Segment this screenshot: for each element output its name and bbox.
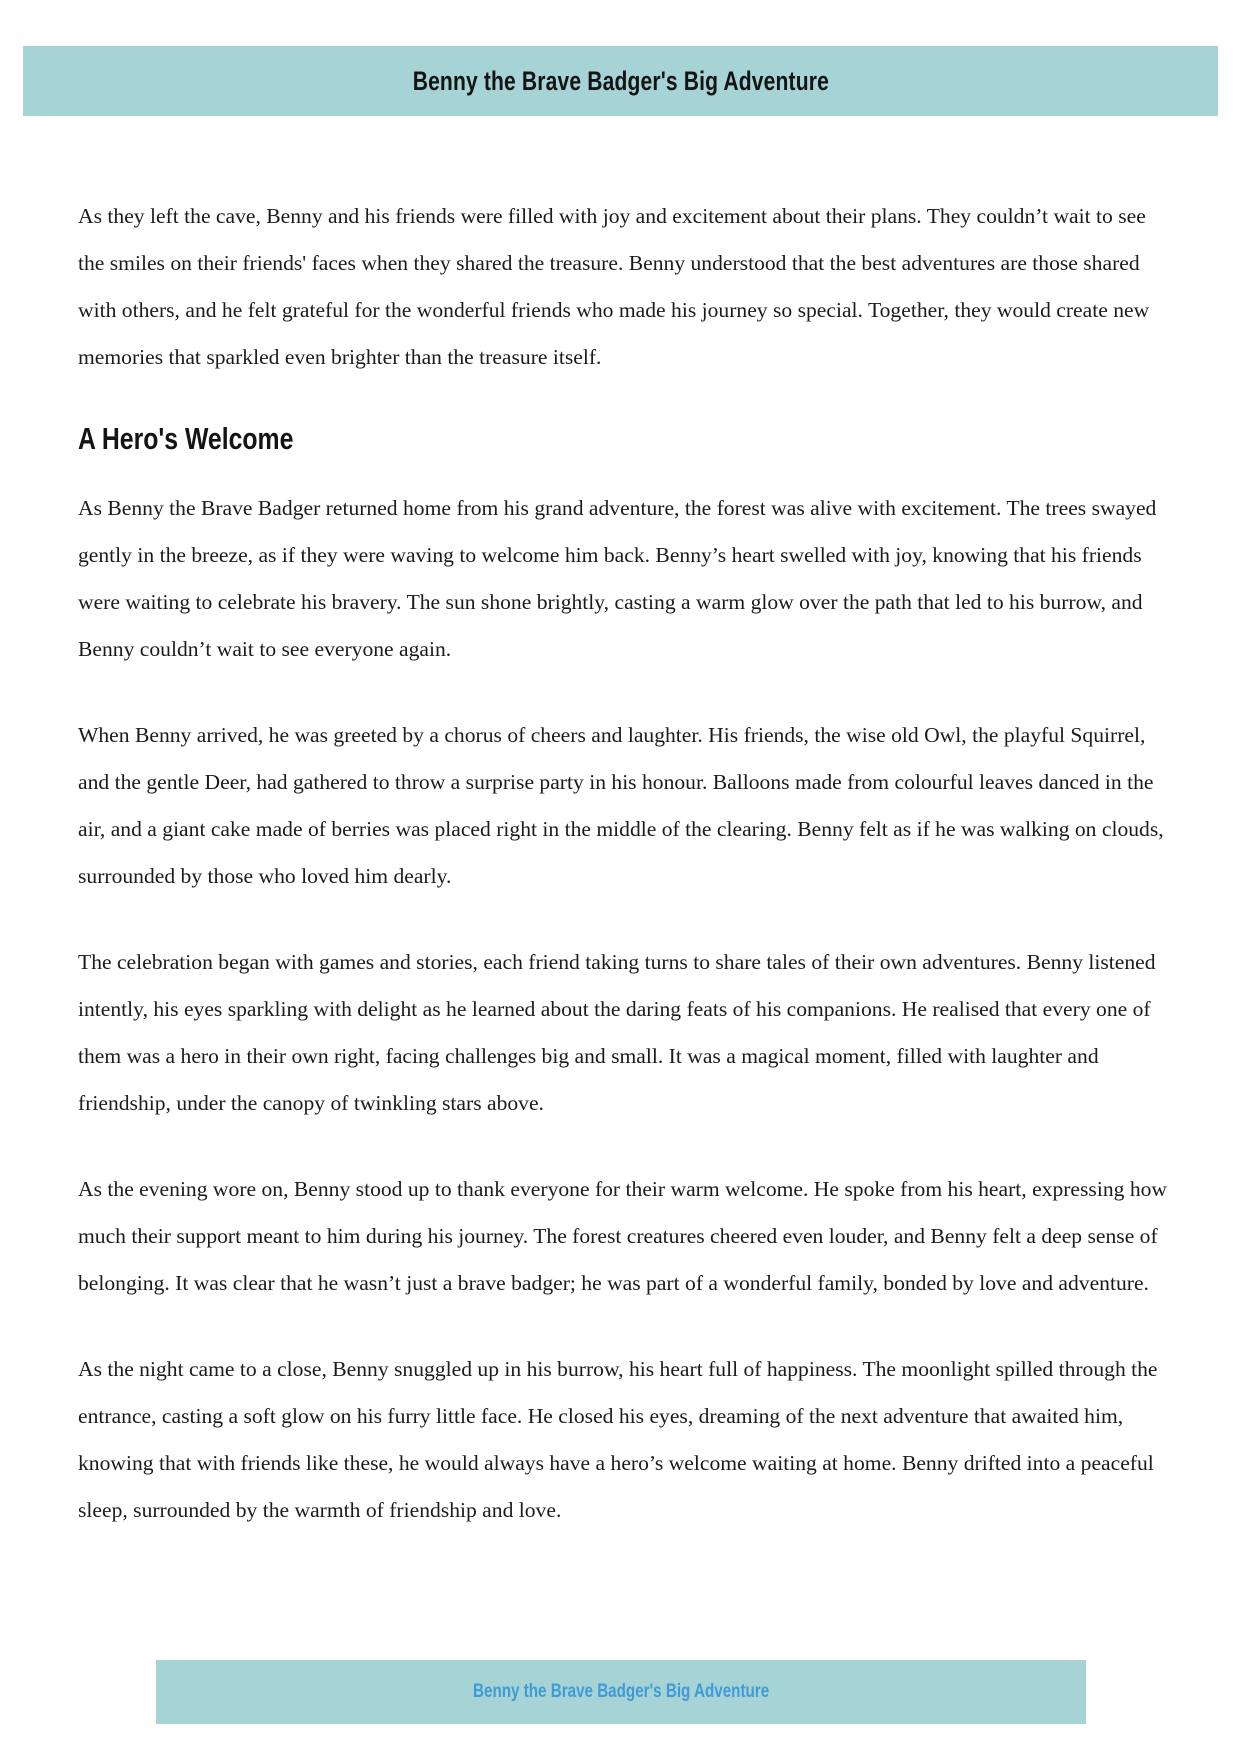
page-header — [23, 46, 1218, 116]
page-content — [78, 193, 1168, 1534]
header-title: Benny the Brave Badger's Big Adventure — [412, 65, 829, 96]
intro-paragraph: As they left the cave, Benny and his friends were filled with joy and excitement about their plans. They couldn’t wait to see the smiles on their friends' faces when they shared the treasure. Benny understood that the best adventures are those shared with others, and he felt grateful for the wonderful friends who made his journey so special. Together, they would create new memories that sparkled even brighter than the treasure itself. — [78, 204, 1150, 369]
body-paragraph: The celebration began with games and stories, each friend taking turns to share tales of their own adventures. Benny listened intently, his eyes sparkling with delight as he learned about the daring feats of his companions. He realised that every one of them was a hero in their own right, facing challenges big and small. It was a magical moment, filled with laughter and friendship, under the canopy of twinkling stars above. — [78, 950, 1156, 1115]
body-paragraph: As Benny the Brave Badger returned home from his grand adventure, the forest was alive with excitement. The trees swayed gently in the breeze, as if they were waving to welcome him back. Benny’s heart swelled with joy, knowing that his friends were waiting to celebrate his bravery. The sun shone brightly, casting a warm glow over the path that led to his burrow, and Benny couldn’t wait to see everyone again. — [78, 496, 1157, 661]
body-paragraph: As the evening wore on, Benny stood up to thank everyone for their warm welcome. He spoke from his heart, expressing how much their support meant to him during his journey. The forest creatures cheered even louder, and Benny felt a deep sense of belonging. It was clear that he wasn’t just a brave badger; he was part of a wonderful family, bonded by love and adventure. — [78, 1177, 1168, 1295]
body-paragraph: As the night came to a close, Benny snuggled up in his burrow, his heart full of happiness. The moonlight spilled through the entrance, casting a soft glow on his furry little face. He closed his eyes, dreaming of the next adventure that awaited him, knowing that with friends like these, he would always have a hero’s welcome waiting at home. Benny drifted into a peaceful sleep, surrounded by the warmth of friendship and love. — [78, 1357, 1158, 1522]
body-paragraph: When Benny arrived, he was greeted by a chorus of cheers and laughter. His friends, the wise old Owl, the playful Squirrel, and the gentle Deer, had gathered to throw a surprise party in his honour. Balloons made from colourful leaves danced in the air, and a giant cake made of berries was placed right in the middle of the clearing. Benny felt as if he was walking on clouds, surrounded by those who loved him dearly. — [78, 723, 1164, 888]
page-footer — [156, 1660, 1086, 1724]
section-heading: A Hero's Welcome — [78, 421, 294, 456]
footer-title: Benny the Brave Badger's Big Adventure — [472, 1681, 770, 1702]
